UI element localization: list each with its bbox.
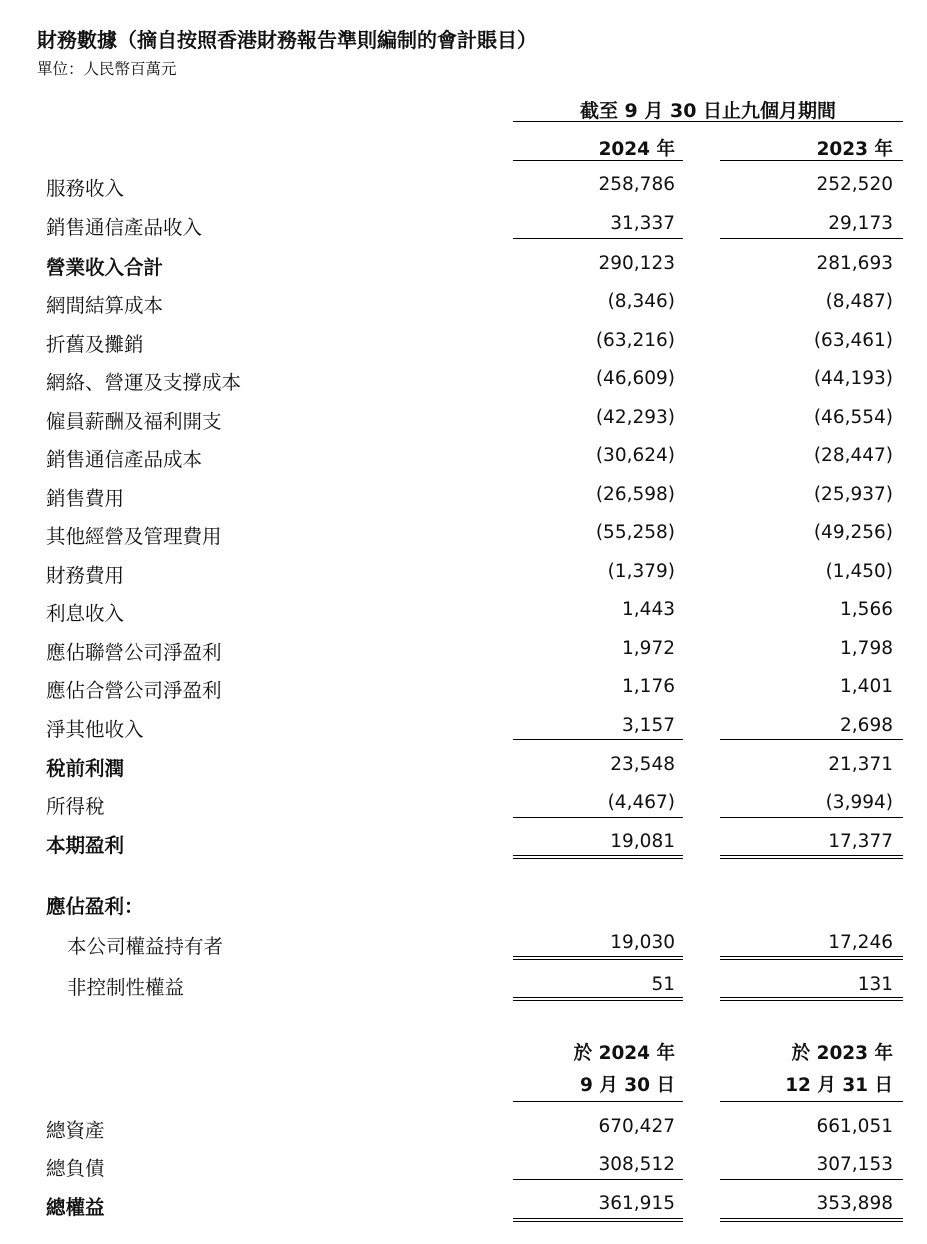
value-2024: (55,258) <box>595 522 675 543</box>
balance-date-2024-line1: 於 2024 年 <box>573 1043 675 1064</box>
subtotal-rule-2023 <box>720 817 903 818</box>
value-2024: 23,548 <box>610 754 675 775</box>
value-2023: 29,173 <box>828 213 893 234</box>
row-label-employee-cost: 僱員薪酬及福利開支 <box>46 410 222 433</box>
value-2023: (63,461) <box>813 330 893 351</box>
balance-header-rule-2023 <box>720 1101 903 1102</box>
column-header-2023: 2023 年 <box>816 139 893 160</box>
value-2023: 1,566 <box>840 599 893 620</box>
subtotal-rule-2024 <box>513 1179 683 1180</box>
period-header: 截至 9 月 30 日止九個月期間 <box>579 100 837 122</box>
value-2024: 51 <box>651 974 675 995</box>
total-double-rule-2023 <box>720 855 903 859</box>
double-rule-2024 <box>513 956 683 960</box>
value-2024: 1,443 <box>622 599 675 620</box>
subtotal-rule-2023 <box>720 739 903 740</box>
subtotal-rule-2024 <box>513 817 683 818</box>
row-label-product-cost: 銷售通信產品成本 <box>46 448 203 471</box>
value-2024: (63,216) <box>595 330 675 351</box>
row-label-equity-holders: 本公司權益持有者 <box>67 935 224 958</box>
subtotal-rule-2024 <box>513 739 683 740</box>
value-2024: (42,293) <box>595 407 675 428</box>
value-2023: (44,193) <box>813 368 893 389</box>
value-2023: (3,994) <box>825 792 893 813</box>
value-2024: 1,176 <box>622 676 675 697</box>
value-2023: 17,377 <box>828 831 893 852</box>
value-2024: (46,609) <box>595 368 675 389</box>
value-2024: (8,346) <box>607 291 675 312</box>
value-2023: 307,153 <box>816 1154 893 1175</box>
balance-date-2023-line2: 12 月 31 日 <box>785 1075 893 1096</box>
value-2023: 131 <box>857 974 893 995</box>
row-label-finance-cost: 財務費用 <box>46 564 125 587</box>
row-label-total-equity: 總權益 <box>46 1196 105 1219</box>
total-double-rule-2023 <box>720 1218 903 1222</box>
subtotal-rule-2024 <box>513 238 683 239</box>
row-label-selling-expense: 銷售費用 <box>46 487 125 510</box>
balance-date-2023-line1: 於 2023 年 <box>791 1043 893 1064</box>
value-2024: (26,598) <box>595 484 675 505</box>
row-label-interconnection-cost: 網間結算成本 <box>46 294 164 317</box>
subtotal-rule-2023 <box>720 1179 903 1180</box>
unit-note: 單位：人民幣百萬元 <box>37 60 177 78</box>
column-rule-2023 <box>720 160 903 161</box>
row-label-profit-before-tax: 稅前利潤 <box>46 757 125 780</box>
value-2023: 1,401 <box>840 676 893 697</box>
value-2024: 670,427 <box>598 1116 675 1137</box>
column-header-2024: 2024 年 <box>598 139 675 160</box>
row-label-income-tax: 所得稅 <box>46 795 105 818</box>
row-label-total-revenue: 營業收入合計 <box>46 256 164 279</box>
row-label-service-revenue: 服務收入 <box>46 177 125 200</box>
total-double-rule-2024 <box>513 1218 683 1222</box>
value-2024: (30,624) <box>595 445 675 466</box>
total-double-rule-2024 <box>513 855 683 859</box>
value-2024: 3,157 <box>622 715 675 736</box>
row-label-depreciation: 折舊及攤銷 <box>46 333 144 356</box>
value-2023: 661,051 <box>816 1116 893 1137</box>
value-2023: 252,520 <box>816 174 893 195</box>
row-label-interest-income: 利息收入 <box>46 602 125 625</box>
document-title: 財務數據（摘自按照香港財務報告準則編制的會計賬目） <box>37 28 537 52</box>
double-rule-2023 <box>720 997 903 1001</box>
balance-header-rule-2024 <box>513 1101 683 1102</box>
value-2024: 19,081 <box>610 831 675 852</box>
row-label-total-assets: 總資產 <box>46 1119 105 1142</box>
row-label-net-other-income: 淨其他收入 <box>46 718 144 741</box>
row-label-product-revenue: 銷售通信產品收入 <box>46 216 203 239</box>
value-2024: (1,379) <box>607 561 675 582</box>
row-label-profit-for-period: 本期盈利 <box>46 834 125 857</box>
value-2023: (1,450) <box>825 561 893 582</box>
value-2023: (8,487) <box>825 291 893 312</box>
header-rule <box>513 121 903 122</box>
value-2023: 281,693 <box>816 253 893 274</box>
value-2024: 1,972 <box>622 638 675 659</box>
row-label-non-controlling: 非控制性權益 <box>67 976 185 999</box>
subtotal-rule-2023 <box>720 238 903 239</box>
value-2024: (4,467) <box>607 792 675 813</box>
value-2023: (46,554) <box>813 407 893 428</box>
value-2024: 361,915 <box>598 1193 675 1214</box>
column-rule-2024 <box>513 160 683 161</box>
value-2023: (25,937) <box>813 484 893 505</box>
value-2023: 21,371 <box>828 754 893 775</box>
value-2023: (28,447) <box>813 445 893 466</box>
balance-date-2024-line2: 9 月 30 日 <box>580 1075 675 1096</box>
value-2024: 290,123 <box>598 253 675 274</box>
value-2023: 2,698 <box>840 715 893 736</box>
value-2023: (49,256) <box>813 522 893 543</box>
value-2023: 17,246 <box>828 932 893 953</box>
value-2024: 258,786 <box>598 174 675 195</box>
value-2024: 308,512 <box>598 1154 675 1175</box>
attributable-heading: 應佔盈利： <box>46 895 144 918</box>
value-2024: 31,337 <box>610 213 675 234</box>
value-2024: 19,030 <box>610 932 675 953</box>
row-label-joint-venture-profit: 應佔合營公司淨盈利 <box>46 679 222 702</box>
double-rule-2023 <box>720 956 903 960</box>
row-label-other-admin-expense: 其他經營及管理費用 <box>46 525 222 548</box>
double-rule-2024 <box>513 997 683 1001</box>
value-2023: 1,798 <box>840 638 893 659</box>
row-label-network-cost: 網絡、營運及支撐成本 <box>46 371 242 394</box>
row-label-associates-profit: 應佔聯營公司淨盈利 <box>46 641 222 664</box>
value-2023: 353,898 <box>816 1193 893 1214</box>
row-label-total-liabilities: 總負債 <box>46 1157 105 1180</box>
